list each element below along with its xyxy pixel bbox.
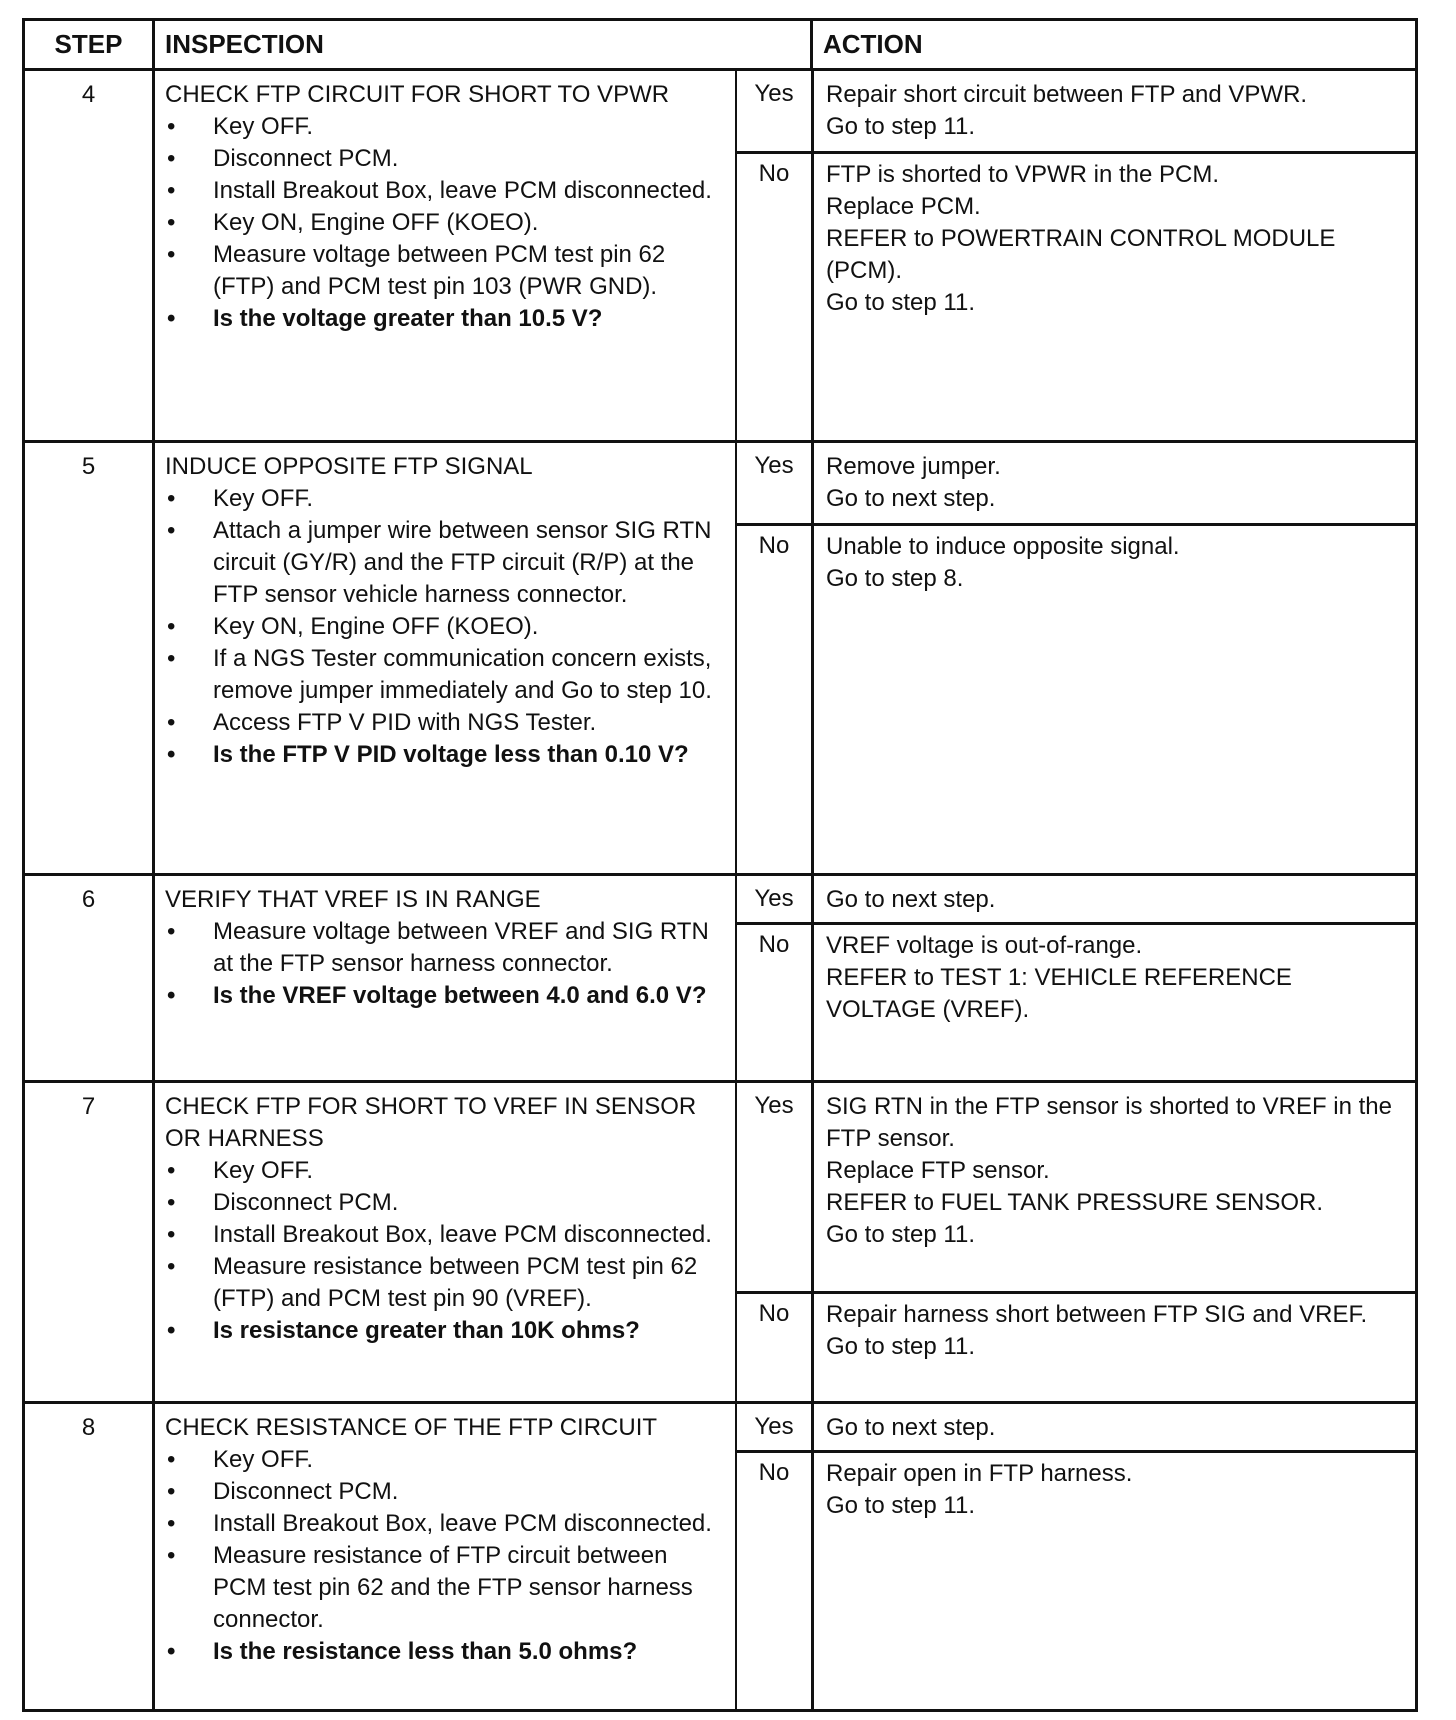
no-label: No xyxy=(758,160,790,187)
step-number: 8 xyxy=(81,1414,96,1441)
step-number: 4 xyxy=(81,81,96,108)
no-label: No xyxy=(758,931,790,958)
inspection-bullet: • Disconnect PCM. xyxy=(165,1476,725,1508)
step-number: 6 xyxy=(81,886,96,913)
inspection-bullet: • Key OFF. xyxy=(165,483,725,515)
inspection-bullet: • If a NGS Tester communication concern exists, remove jumper immediately and Go to step 10. xyxy=(165,643,725,707)
no-label: No xyxy=(758,532,790,559)
no-action: Repair open in FTP harness. Go to step 11. xyxy=(826,1460,1133,1519)
inspection-bullet: • Measure resistance between PCM test pin 62 (FTP) and PCM test pin 90 (VREF). xyxy=(165,1251,725,1315)
yes-action: SIG RTN in the FTP sensor is shorted to VREF in the FTP sensor. Replace FTP sensor. REFER to FUEL TANK PRESSURE SENSOR. Go to step 11. xyxy=(826,1093,1393,1248)
inspection-title: INDUCE OPPOSITE FTP SIGNAL xyxy=(165,453,533,480)
no-action: FTP is shorted to VPWR in the PCM. Replace PCM. REFER to POWERTRAIN CONTROL MODULE (PCM). Go to step 11. xyxy=(826,161,1336,316)
yes-action: Go to next step. xyxy=(826,1414,996,1441)
inspection-question: • Is the VREF voltage between 4.0 and 6.0 V? xyxy=(165,980,725,1012)
yes-label: Yes xyxy=(754,452,794,479)
header-inspection-cell xyxy=(155,21,810,68)
yes-no-divider xyxy=(735,1450,1415,1453)
inspection-bullet: • Measure voltage between VREF and SIG RTN at the FTP sensor harness connector. xyxy=(165,916,725,980)
inspection-bullet: • Key OFF. xyxy=(165,1155,725,1187)
step-row xyxy=(25,71,1415,443)
no-label: No xyxy=(758,1300,790,1327)
yes-label: Yes xyxy=(754,885,794,912)
inspection-title: CHECK FTP CIRCUIT FOR SHORT TO VPWR xyxy=(165,81,670,108)
step-row xyxy=(25,1404,1415,1709)
inspection-bullet: • Access FTP V PID with NGS Tester. xyxy=(165,707,725,739)
inspection-title: CHECK FTP FOR SHORT TO VREF IN SENSOR OR HARNESS xyxy=(165,1093,697,1152)
inspection-text xyxy=(155,1404,735,1668)
yes-label: Yes xyxy=(754,1092,794,1119)
step-row xyxy=(25,1083,1415,1404)
header-action-cell xyxy=(810,21,1415,68)
inspection-bullet: • Install Breakout Box, leave PCM disconnected. xyxy=(165,1219,725,1251)
inspection-text xyxy=(155,71,735,335)
inspection-bullet: • Measure resistance of FTP circuit between PCM test pin 62 and the FTP sensor harness connector. xyxy=(165,1540,725,1636)
diagnostic-table xyxy=(22,18,1418,1712)
inspection-bullet: • Install Breakout Box, leave PCM disconnected. xyxy=(165,175,725,207)
inspection-bullet: • Key ON, Engine OFF (KOEO). xyxy=(165,207,725,239)
inspection-bullet: • Disconnect PCM. xyxy=(165,1187,725,1219)
no-action: VREF voltage is out-of-range. REFER to TEST 1: VEHICLE REFERENCE VOLTAGE (VREF). xyxy=(826,932,1292,1023)
step-row xyxy=(25,876,1415,1083)
inspection-question: • Is the resistance less than 5.0 ohms? xyxy=(165,1636,725,1668)
yes-label: Yes xyxy=(754,1413,794,1440)
inspection-question: • Is the voltage greater than 10.5 V? xyxy=(165,303,725,335)
inspection-title: CHECK RESISTANCE OF THE FTP CIRCUIT xyxy=(165,1414,658,1441)
header-step-cell xyxy=(25,21,155,68)
header-inspection: INSPECTION xyxy=(165,29,324,59)
inspection-bullet: • Disconnect PCM. xyxy=(165,143,725,175)
inspection-question: • Is the FTP V PID voltage less than 0.10 V? xyxy=(165,739,725,771)
yes-no-divider xyxy=(735,151,1415,154)
inspection-bullet: • Measure voltage between PCM test pin 62 (FTP) and PCM test pin 103 (PWR GND). xyxy=(165,239,725,303)
inspection-bullet: • Install Breakout Box, leave PCM disconnected. xyxy=(165,1508,725,1540)
inspection-question: • Is resistance greater than 10K ohms? xyxy=(165,1315,725,1347)
header-action: ACTION xyxy=(823,29,923,59)
yes-no-divider xyxy=(735,523,1415,526)
step-number: 7 xyxy=(81,1093,96,1120)
step-row xyxy=(25,443,1415,876)
inspection-bullet: • Key OFF. xyxy=(165,1444,725,1476)
step-number: 5 xyxy=(81,453,96,480)
inspection-text xyxy=(155,1083,735,1347)
no-action: Unable to induce opposite signal. Go to step 8. xyxy=(826,533,1180,592)
yes-action: Go to next step. xyxy=(826,886,996,913)
inspection-text xyxy=(155,876,735,1012)
yes-label: Yes xyxy=(754,80,794,107)
inspection-text xyxy=(155,443,735,771)
inspection-bullet: • Attach a jumper wire between sensor SIG RTN circuit (GY/R) and the FTP circuit (R/P) at the FTP sensor vehicle harness connector. xyxy=(165,515,725,611)
inspection-title: VERIFY THAT VREF IS IN RANGE xyxy=(165,886,541,913)
table-header xyxy=(25,21,1415,71)
yes-action: Repair short circuit between FTP and VPWR. Go to step 11. xyxy=(826,81,1308,140)
no-action: Repair harness short between FTP SIG and VREF. Go to step 11. xyxy=(826,1301,1368,1360)
header-step: STEP xyxy=(54,29,123,59)
yes-no-divider xyxy=(735,1291,1415,1294)
no-label: No xyxy=(758,1459,790,1486)
yes-action: Remove jumper. Go to next step. xyxy=(826,453,1001,512)
inspection-bullet: • Key ON, Engine OFF (KOEO). xyxy=(165,611,725,643)
yes-no-divider xyxy=(735,922,1415,925)
inspection-bullet: • Key OFF. xyxy=(165,111,725,143)
